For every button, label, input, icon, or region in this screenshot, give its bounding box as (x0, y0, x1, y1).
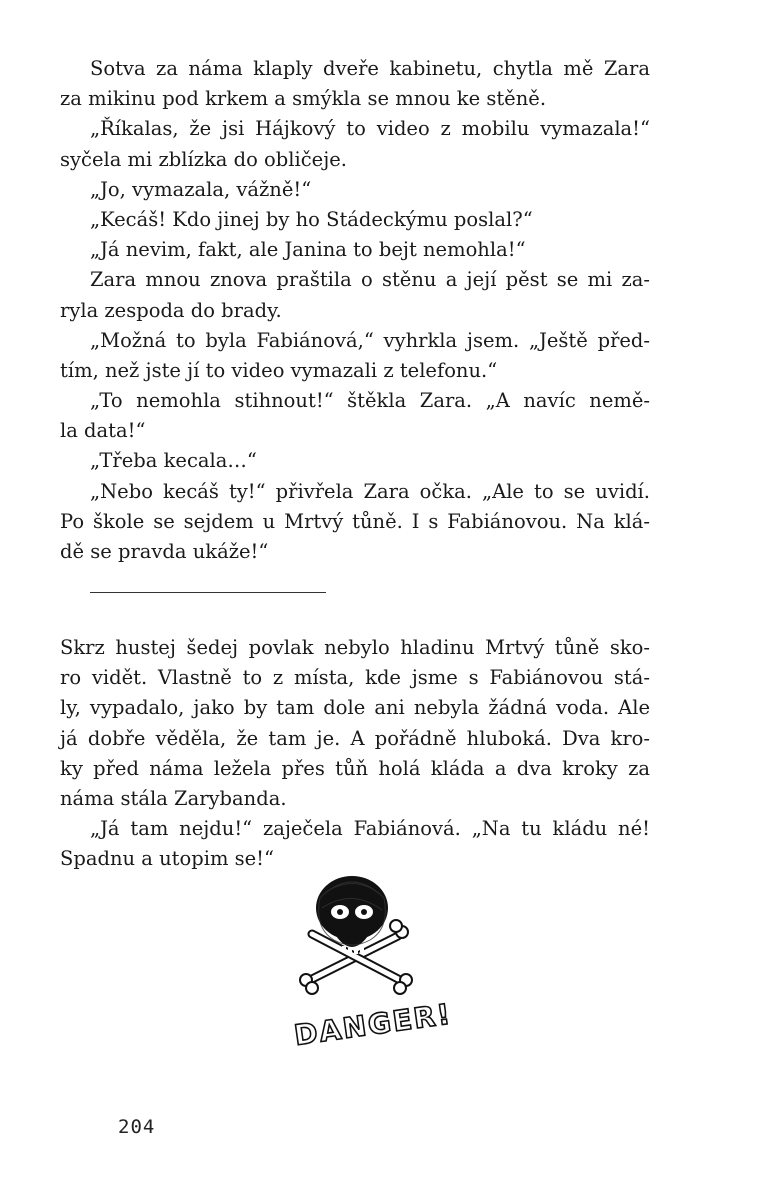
text-line: „Nebo kecáš ty!“ přivřela Zara očka. „Ale to se uvidí. (90, 479, 650, 503)
text-line: Po škole se sejdem u Mrtvý tůně. I s Fabiánovou. Na klá- (60, 509, 650, 533)
text-line: dě se pravda ukáže!“ (60, 540, 269, 563)
danger-illustration (270, 868, 450, 1058)
text-line: Zara mnou znova praštila o stěnu a její pěst se mi za- (90, 268, 650, 292)
text-line: tím, než jste jí to video vymazali z telefonu.“ (60, 358, 498, 382)
text-line: já dobře věděla, že tam je. A pořádně hluboká. Dva kro- (60, 726, 650, 750)
text-line: za mikinu pod krkem a smýkla se mnou ke stěně. (60, 87, 547, 111)
text-line: ly, vypadalo, jako by tam dole ani nebyla žádná voda. Ale (60, 696, 650, 720)
text-line: „Jo, vymazala, vážně!“ (90, 177, 312, 201)
text-line: „Já nevim, fakt, ale Janina to bejt nemohla!“ (90, 238, 526, 262)
text-line: náma stála Zarybanda. (60, 786, 287, 810)
text-line: ky před náma ležela přes tůň holá kláda a dva kroky za (60, 756, 650, 780)
text-line: Spadnu a utopim se!“ (60, 847, 274, 871)
text-section-2 (60, 633, 650, 875)
text-line: „Třeba kecala…“ (90, 449, 257, 473)
text-line: „Říkalas, že jsi Hájkový to video z mobilu vymazala!“ (90, 117, 650, 141)
text-line: „Možná to byla Fabiánová,“ vyhrkla jsem. „Ještě před- (90, 328, 650, 352)
text-line: Sotva za náma klaply dveře kabinetu, chytla mě Zara (90, 57, 650, 80)
text-line: „Já tam nejdu!“ zaječela Fabiánová. „Na tu kládu né! (90, 817, 650, 841)
skull-crossbones-icon (270, 868, 450, 1058)
section-divider (90, 592, 326, 593)
text-line: „To nemohla stihnout!“ štěkla Zara. „A navíc nemě- (90, 389, 650, 413)
text-line: ryla zespoda do brady. (60, 298, 282, 322)
page-number: 204 (118, 1116, 156, 1138)
text-section-1 (60, 54, 650, 567)
text-line: „Kecáš! Kdo jinej by ho Stádeckýmu poslal?“ (90, 207, 533, 231)
text-line: syčela mi zblízka do obličeje. (60, 147, 347, 171)
text-line: Skrz hustej šedej povlak nebylo hladinu Mrtvý tůně sko- (60, 636, 650, 659)
text-line: ro vidět. Vlastně to z místa, kde jsme s Fabiánovou stá- (60, 666, 650, 690)
text-line: la data!“ (60, 419, 146, 443)
danger-caption: DANGER! (292, 997, 450, 1053)
